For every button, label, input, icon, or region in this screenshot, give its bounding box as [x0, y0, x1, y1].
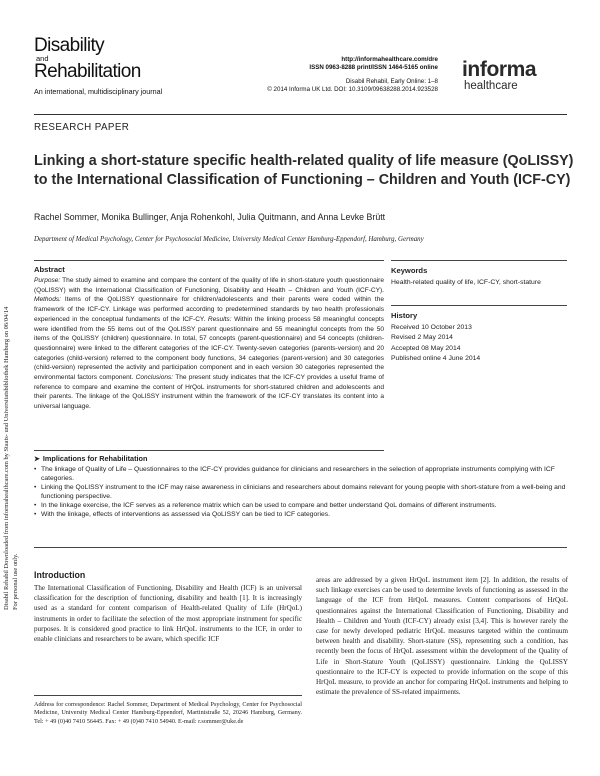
journal-name-line-1: Disability [34, 35, 105, 56]
publisher-brand: informa [462, 58, 537, 81]
article-type: RESEARCH PAPER [34, 122, 130, 133]
bullet-icon: • [34, 510, 37, 518]
implication-item: • Linking the QoLISSY instrument to the ICF may raise awareness in clinicians and researchers about domains relevant for young people with short-stature from a well-being and functioning perspective. [34, 483, 566, 500]
publisher-sub: healthcare [464, 80, 518, 92]
footnote-divider [34, 695, 302, 696]
history-box [391, 305, 567, 365]
abstract-results-label: Results: [207, 315, 232, 323]
abstract-results: Within the linking process 58 meaningful concepts were identified from the 55 items out of the QoLISSY parent questionnaire and 55 meaningful concepts from the 50 items of the QoLISSY (children) questionnaire. In total, 57 concepts (parent-questionnaire) and 54 concepts (children-questionnaire) were linked to the different categories of the ICF-CY. Twenty-seven categories (parents-version) and 20 categories (child-version) referred to the component body functions, 34 categories (parent-version) and 30 categories (child-version) represented the activity and participation component and in each version 30 categories represented the environmental factors component. [34, 315, 384, 382]
download-side-note [2, 170, 24, 610]
abstract-methods: Items of the QoLISSY questionnaire for children/adolescents and their parents were coded within the framework of the ICF-CY. Linkage was performed according to predetermined standards by two health professionals experienced in the conceptual fundaments of the ICF-CY. [34, 296, 384, 323]
correspondence-footnote: Address for correspondence: Rachel Sommer, Department of Medical Psychology, Center for Psychosocial Medicine, University Medical Center Hamburg-Eppendorf, Martinistraße 52, 20246 Hamburg, Germany. Tel: + 49 (0)40 7410 56445. Fax: + 49 (0)40 7410 54940. E-mail: r.sommer@uke.de [34, 701, 302, 725]
intro-heading: Introduction [34, 570, 86, 580]
journal-copyright: © 2014 Informa UK Ltd. DOI: 10.3109/09638288.2014.923528 [267, 86, 438, 94]
journal-meta [238, 56, 438, 95]
abstract-heading: Abstract [34, 265, 65, 274]
article-affiliation: Department of Medical Psychology, Center for Psychosocial Medicine, University Medical Center Hamburg-Eppendorf, Hamburg, Germany [34, 236, 424, 243]
intro-left-column [34, 570, 302, 644]
abstract-methods-label: Methods: [34, 296, 61, 304]
side-note-line-2: For personal use only. [12, 553, 19, 610]
arrow-right-icon: ➤ [34, 455, 40, 463]
history-list [391, 323, 567, 365]
implication-item: • The linkage of Quality of Life – Questionnaires to the ICF-CY provides guidance for clinicians and researchers in the selection of appropriate instruments complying with ICF categories. [34, 466, 555, 482]
intro-right-text: areas are addressed by a given HrQoL instrument item [2]. In addition, the results of such linkage exercises can be used to determine levels of functioning as assessed in the language of the ICF from HrQoL measures. Content comparisons of HrQoL questionnaires against the International Classification of Functioning, Disability and Health – Children and Youth (ICF-CY) already exist [3,4]. This is however rarely the case for newly developed pediatric HrQoL measures targeted within the continuum between health and disability. Short-stature (SS), representing such a condition, has recently been the focus of HrQoL assessment within the development of the Quality of Life in Short-Stature Youth (QoLISSY) questionnaire. Linking the QoLISSY questionnaire to the ICF-CY is expected to provide information on the scope of this HrQoL measure, to provide an anchor for comparing HrQoL instruments and helping to estimate the prevalence of SS-related impairments. [316, 576, 568, 697]
journal-issn: ISSN 0963-8288 print/ISSN 1464-5165 online [309, 64, 438, 72]
history-received: Received 10 October 2013 [391, 324, 472, 331]
implications-box [34, 454, 567, 548]
journal-citation: Disabil Rehabil, Early Online: 1–8 [345, 77, 438, 85]
journal-name-line-2: and [36, 54, 49, 63]
implications-header [34, 454, 567, 463]
implications-heading: Implications for Rehabilitation [42, 454, 148, 463]
abstract-text [34, 276, 384, 412]
abstract-purpose-label: Purpose: [34, 277, 61, 284]
article-authors: Rachel Sommer, Monika Bullinger, Anja Rohenkohl, Julia Quitmann, and Anna Levke Brütt [34, 212, 386, 222]
history-accepted: Accepted 08 May 2014 [391, 344, 461, 352]
implication-item: • In the linkage exercise, the ICF serves as a reference matrix which can be used to compare and better understand QoL domains of different instruments. [34, 501, 497, 509]
article-title: Linking a short-stature specific health-related quality of life measure (QoLISSY) to the International Classification of Functioning – Children and Youth (ICF-CY) [34, 153, 574, 188]
journal-name-line-3: Rehabilitation [34, 61, 141, 82]
history-heading: History [391, 311, 418, 320]
bullet-icon: • [34, 466, 37, 473]
keywords-box [391, 260, 567, 287]
keywords-value: Health-related quality of life, ICF-CY, short-stature [391, 279, 541, 286]
intro-left-text: The International Classification of Functioning, Disability and Health (ICF) is an universal classification for the description of functioning, disability and health [1]. It is increasingly used as a standard for content comparison of Health-related Quality of Life (HrQoL) instruments in order to facilitate the selection of the most appropriate instrument for specific purposes. It is considered good practice to link HrQoL instruments to the ICF, in order to enable clinicians and researchers to be aware, which specific ICF [34, 584, 302, 644]
implication-item: • With the linkage, effects of interventions as assessed via QoLISSY can be tied to ICF categories. [34, 510, 331, 518]
abstract-conclusions-label: Conclusions: [135, 374, 174, 382]
bullet-icon: • [34, 483, 37, 491]
journal-subtitle: An international, multidisciplinary journal [34, 87, 163, 96]
abstract-conclusions: The present study indicates that the ICF-CY provides a useful frame of reference to compare and examine the content of HrQoL instruments for short-statured children and adolescents and their parents. The linkage of the QoLISSY instrument within the framework of the ICF-CY translates its content into a universal language. [34, 374, 384, 411]
journal-url[interactable]: http://informahealthcare.com/dre [341, 56, 438, 63]
implications-list [34, 466, 567, 519]
abstract-box [34, 260, 384, 451]
publisher-logo [462, 60, 562, 93]
keywords-heading: Keywords [391, 266, 428, 275]
intro-right-column [316, 575, 568, 697]
history-published: Published online 4 June 2014 [391, 355, 481, 363]
side-note-line-1: Disabil Rehabil Downloaded from informahealthcare.com by Staats- und Universitatsbibliothek Hamburg on 06/04/14 [3, 306, 10, 610]
bullet-icon: • [34, 501, 37, 509]
journal-logo [34, 36, 214, 96]
abstract-purpose: The study aimed to examine and compare the content of the quality of life in short-stature youth questionnaire (QoLISSY) with the International Classification of Functioning, Disability and Health – Children and Youth (ICF-CY). [34, 277, 384, 294]
history-revised: Revised 2 May 2014 [391, 334, 453, 342]
header-divider [34, 114, 567, 115]
